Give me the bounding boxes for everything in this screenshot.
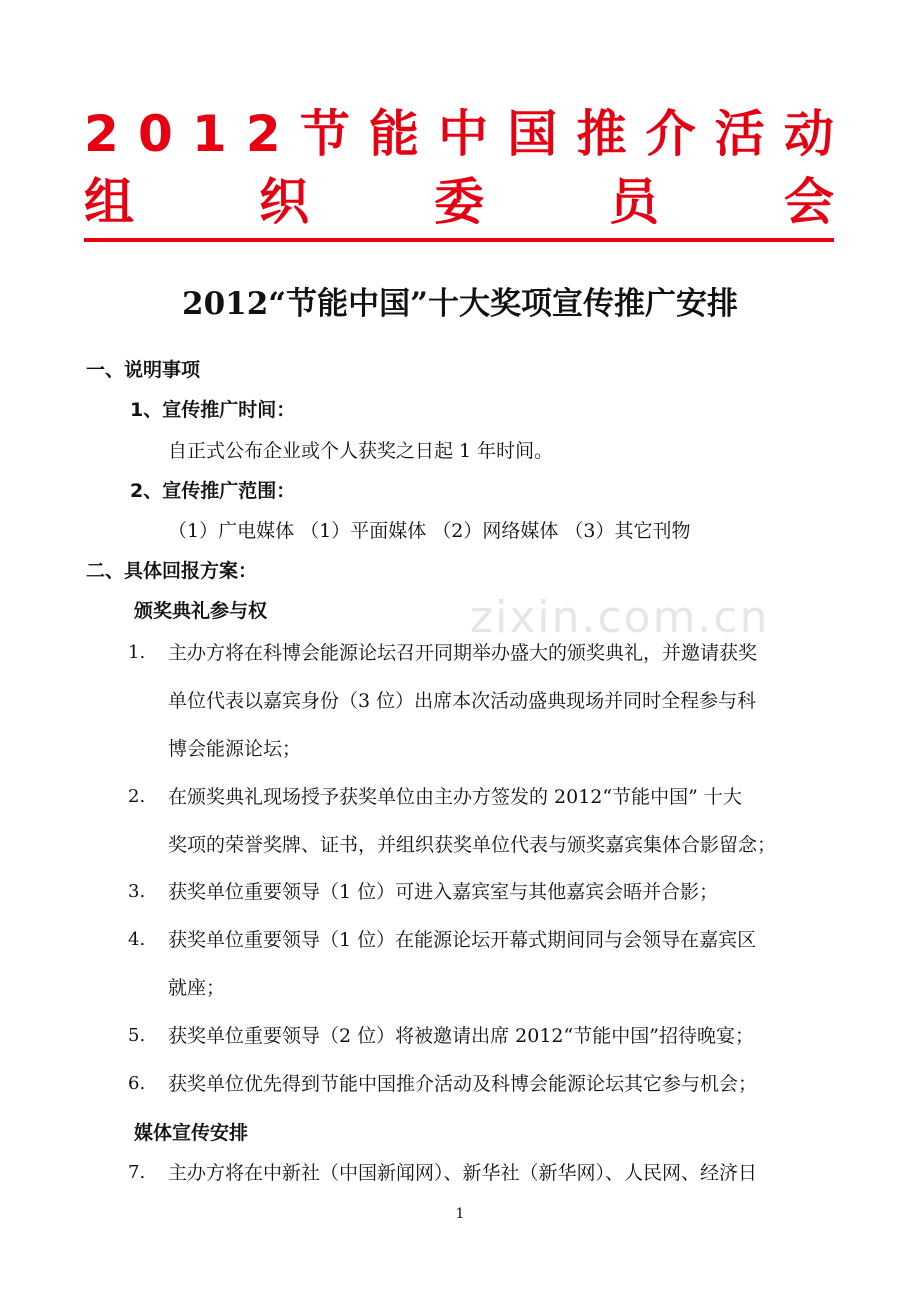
header-char: 活 [714,105,765,163]
section-heading-1: 一、说明事项 [86,359,201,381]
document-title: 2012“节能中国”十大奖项宣传推广安排 [182,286,738,322]
list-item-number: 7. [128,1162,146,1183]
header-char: 2 [84,105,119,163]
header-char: 会 [784,173,834,231]
item1-text: 自正式公布企业或个人获奖之日起 1 年时间。 [168,440,554,462]
list-item-number: 6. [128,1073,146,1094]
list-item-line: 奖项的荣誉奖牌、证书，并组织获奖单位代表与颁奖嘉宾集体合影留念； [168,834,777,856]
list-item-number: 5. [128,1025,146,1046]
list-item-line: 就座； [168,977,226,999]
list-item-number: 1. [128,642,146,663]
header-char: 组 [84,173,134,231]
header-char: 1 [191,105,227,163]
header-char: 织 [259,173,309,231]
list-item-line: 主办方将在中新社（中国新闻网）、新华社（新华网）、人民网、经济日 [168,1162,758,1184]
page-number: 1 [455,1206,465,1222]
header-char: 国 [507,105,558,163]
subheading-media-arrangement: 媒体宣传安排 [134,1122,249,1144]
item2-heading: 2、宣传推广范围： [130,480,296,502]
header-char: 动 [783,105,834,163]
list-item-line: 获奖单位重要领导（1 位）可进入嘉宾室与其他嘉宾会晤并合影； [168,881,719,903]
list-item-line: 获奖单位重要领导（2 位）将被邀请出席 2012“节能中国”招待晚宴； [168,1025,754,1047]
watermark: zixin.com.cn [470,592,770,643]
item1-heading: 1、宣传推广时间： [130,399,296,421]
list-item-number: 4. [128,929,146,950]
item2-text: （1）广电媒体 （1）平面媒体 （2）网络媒体 （3）其它刊物 [168,520,691,542]
subheading-award-ceremony: 颁奖典礼参与权 [134,600,268,622]
section-heading-2: 二、具体回报方案： [86,560,258,582]
list-item-line: 在颁奖典礼现场授予获奖单位由主办方签发的 2012“节能中国” 十大 [168,786,742,808]
list-item-line: 获奖单位优先得到节能中国推介活动及科博会能源论坛其它参与机会； [168,1073,758,1095]
header-char: 中 [438,105,489,163]
header-line-1 [84,104,834,164]
header-char: 推 [576,105,627,163]
list-item-number: 2. [128,786,146,807]
list-item-line: 单位代表以嘉宾身份（3 位）出席本次活动盛典现场并同时全程参与科 [168,690,757,712]
header-line-2 [84,172,834,232]
list-item-number: 3. [128,881,146,902]
header-divider [84,238,834,242]
list-item-line: 主办方将在科博会能源论坛召开同期举办盛大的颁奖典礼，并邀请获奖 [168,642,758,664]
list-item-line: 获奖单位重要领导（1 位）在能源论坛开幕式期间同与会领导在嘉宾区 [168,929,757,951]
header-char: 0 [137,105,173,163]
header-char: 员 [609,173,659,231]
header-char: 能 [368,105,419,163]
header-char: 2 [245,105,281,163]
header-char: 委 [434,173,484,231]
header-char: 介 [645,105,696,163]
list-item-line: 博会能源论坛； [168,738,302,760]
header-char: 节 [299,105,350,163]
